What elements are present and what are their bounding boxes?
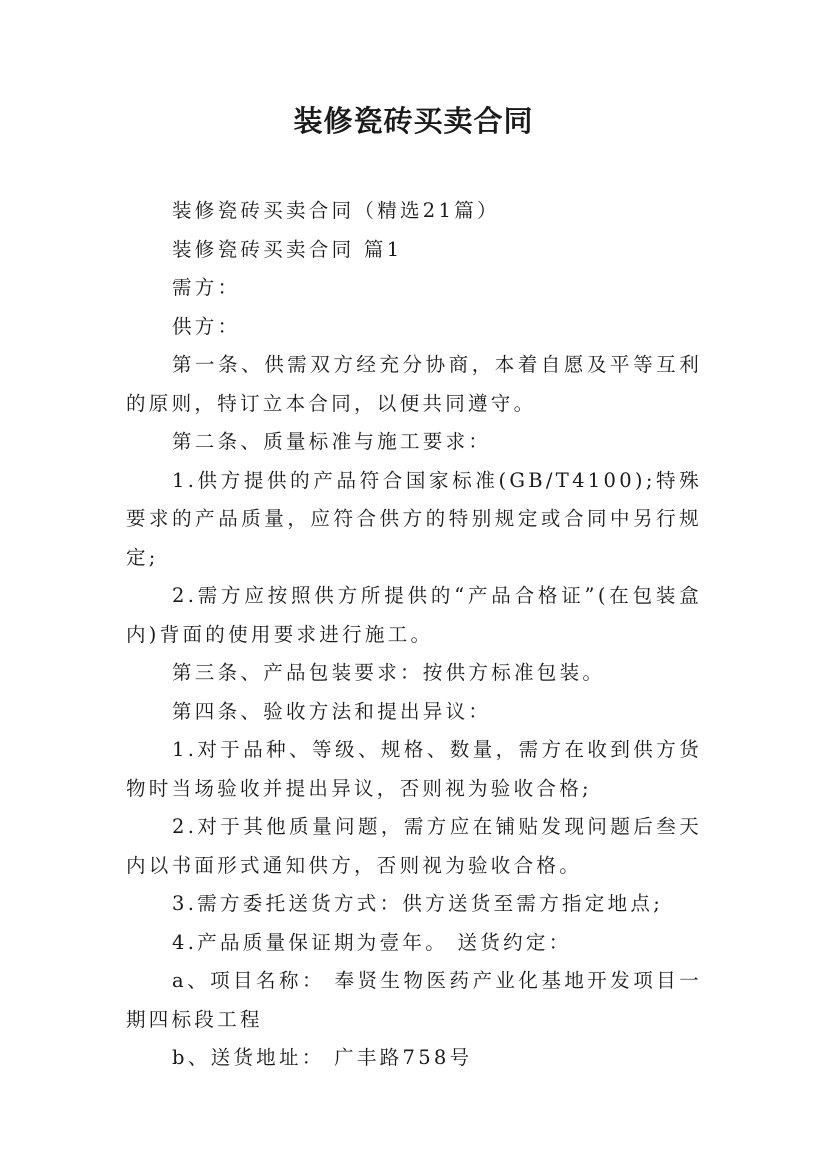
paragraph-article-4-item-3: 3.需方委托送货方式：供方送货至需方指定地点;	[172, 892, 664, 915]
paragraph-subtitle: 装修瓷砖买卖合同（精选21篇）	[172, 199, 500, 222]
paragraph-article-1: 第一条、供需双方经充分协商，本着自愿及平等互利的原则，特订立本合同，以便共同遵守。	[126, 353, 702, 415]
paragraph-article-4-item-2: 2.对于其他质量问题，需方应在铺贴发现问题后叁天内以书面形式通知供方，否则视为验收合格。	[126, 815, 702, 877]
document-title: 装修瓷砖买卖合同	[293, 104, 534, 138]
paragraph-article-3: 第三条、产品包装要求：按供方标准包装。	[172, 661, 606, 684]
paragraph-supplier: 供方：	[172, 314, 241, 338]
paragraph-buyer: 需方：	[172, 276, 241, 299]
paragraph-section-heading: 装修瓷砖买卖合同 篇1	[172, 237, 403, 261]
paragraph-article-2-item-1: 1.供方提供的产品符合国家标准(GB/T4100);特殊要求的产品质量，应符合供方的特别规定或合同中另行规定;	[126, 468, 702, 569]
document-body	[126, 192, 702, 1078]
paragraph-article-4-item-4: 4.产品质量保证期为壹年。 送货约定：	[172, 930, 572, 954]
paragraph-project-name: a、项目名称： 奉贤生物医药产业化基地开发项目一期四标段工程	[126, 969, 702, 1031]
paragraph-article-4: 第四条、验收方法和提出异议：	[172, 699, 492, 723]
paragraph-article-2: 第二条、质量标准与施工要求：	[172, 430, 492, 453]
paragraph-article-4-item-1: 1.对于品种、等级、规格、数量，需方在收到供方货物时当场验收并提出异议，否则视为验收合格;	[126, 738, 702, 800]
paragraph-article-2-item-2: 2.需方应按照供方所提供的“产品合格证”(在包装盒内)背面的使用要求进行施工。	[126, 584, 702, 646]
paragraph-delivery-address: b、送货地址： 广丰路758号	[172, 1046, 473, 1069]
